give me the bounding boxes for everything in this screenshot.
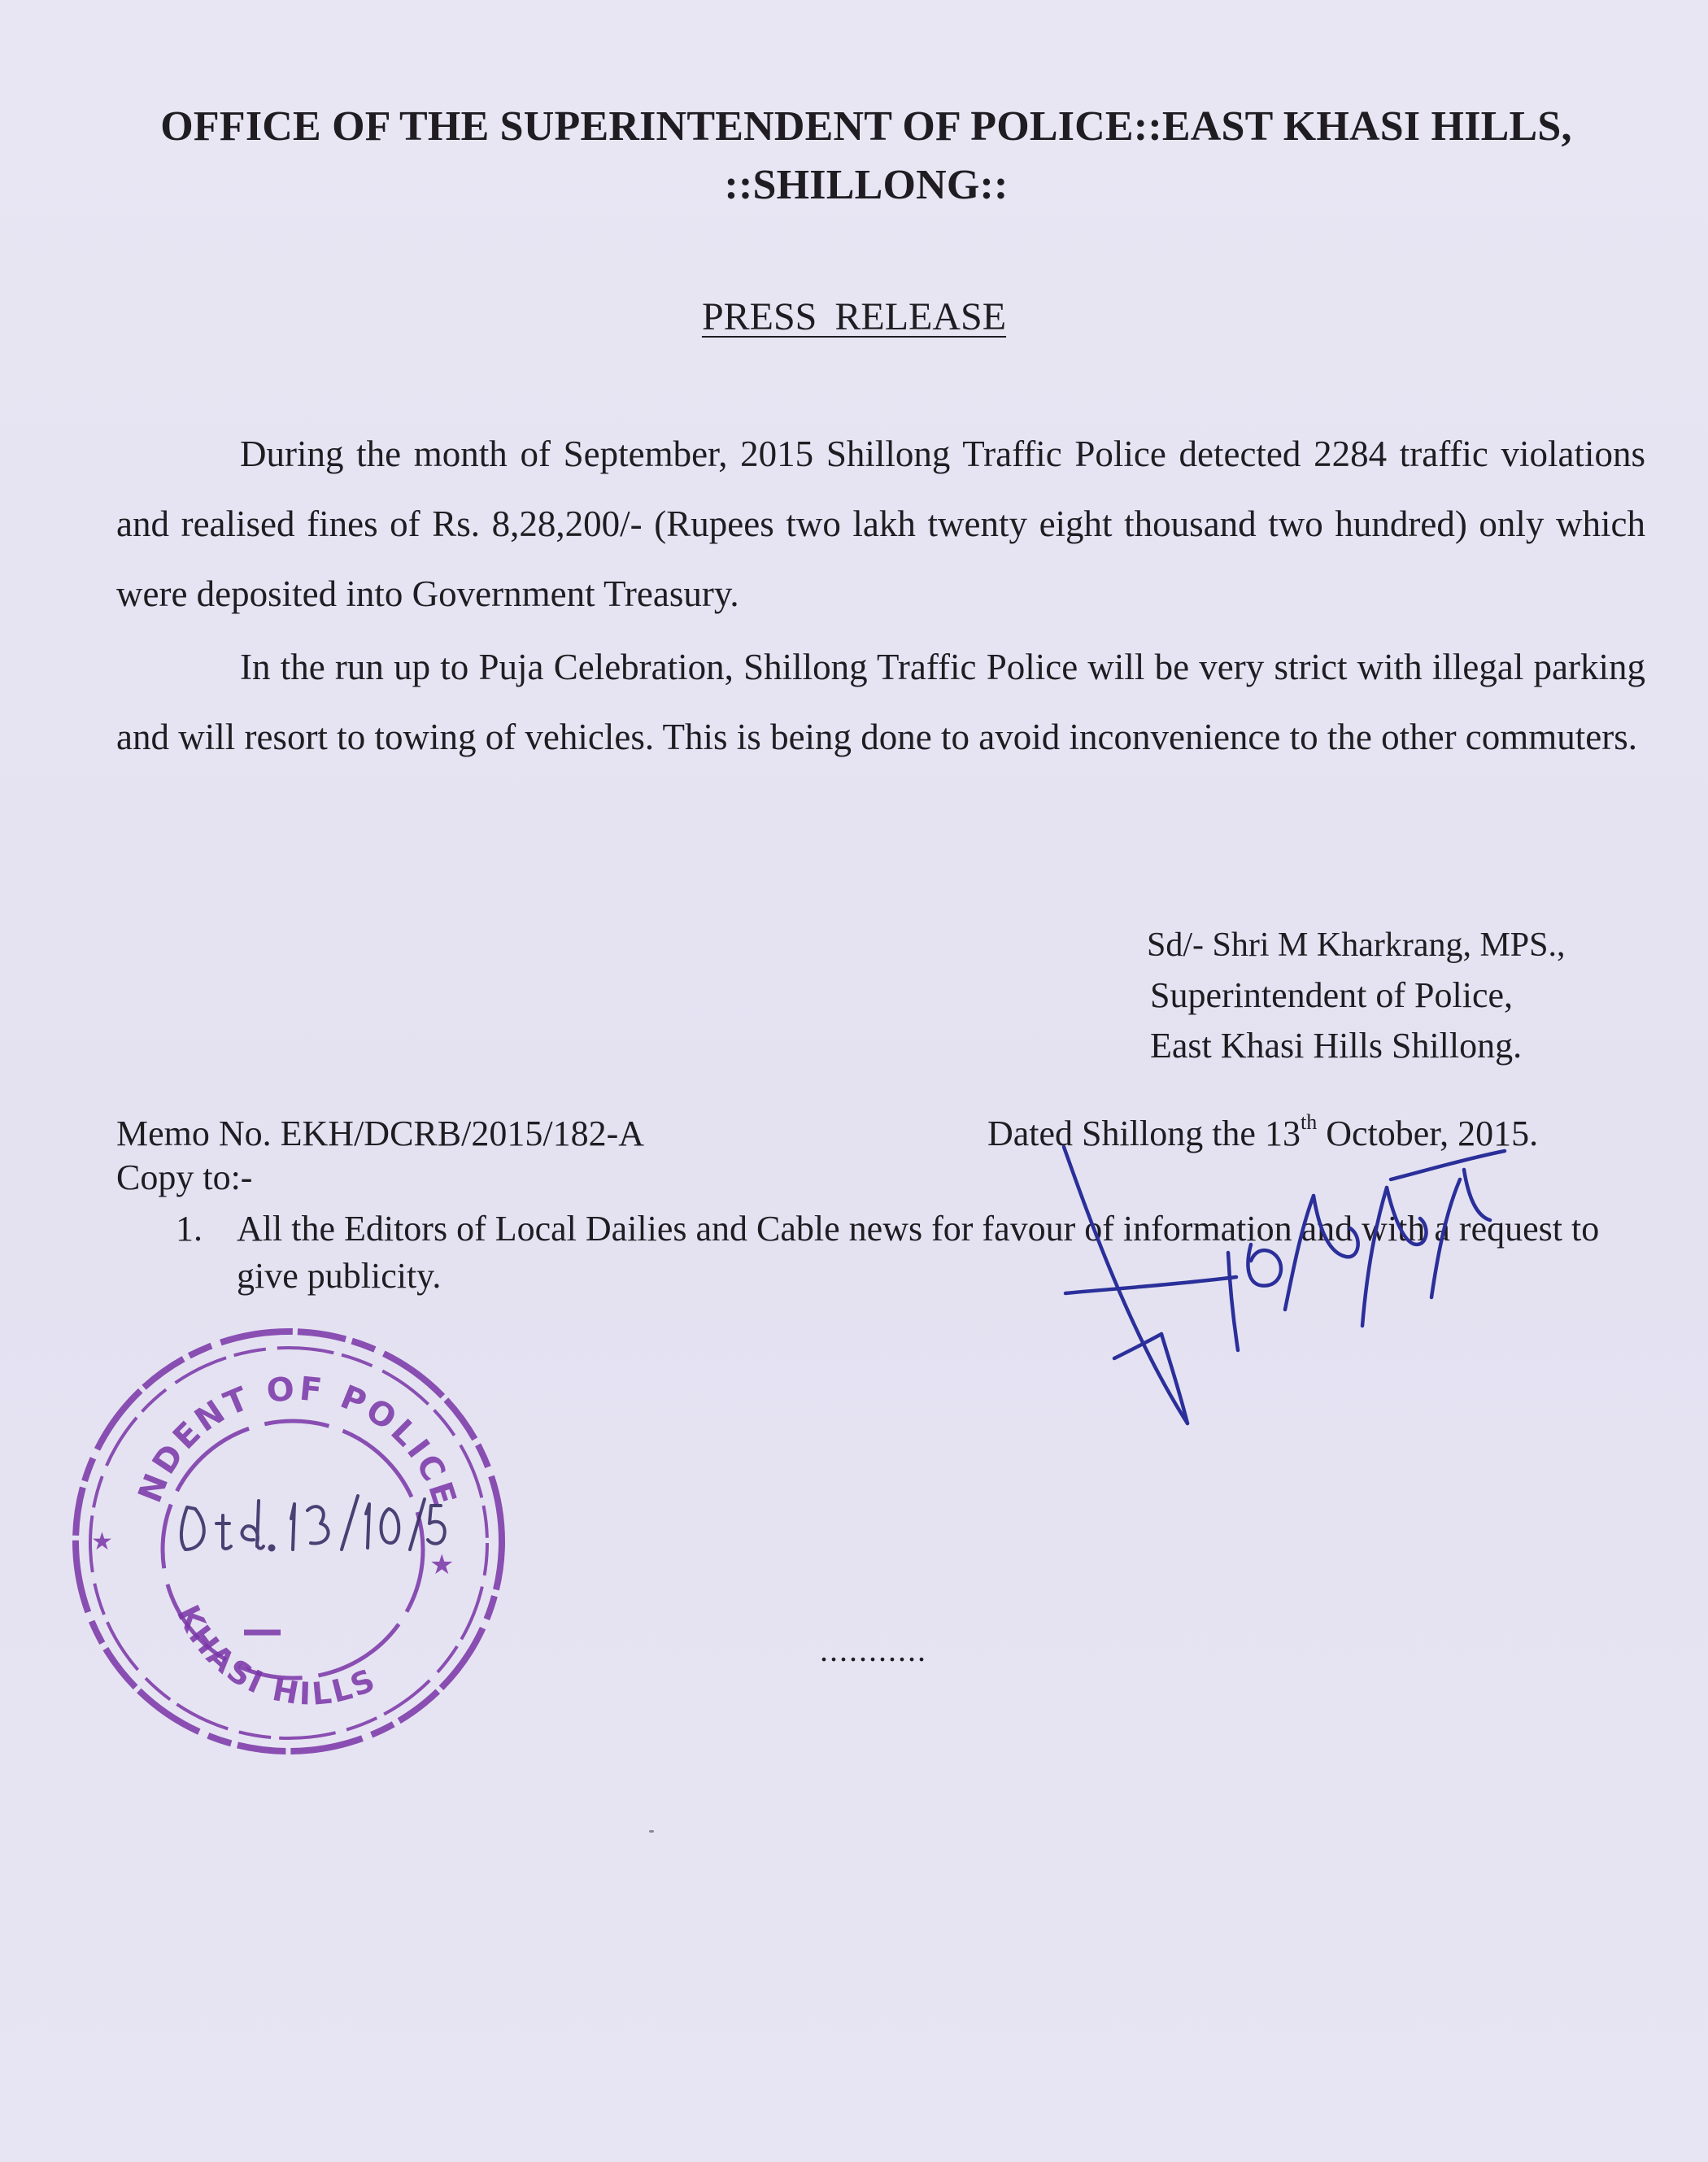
copy-to-item-text: All the Editors of Local Dailies and Cable news for favour of information and with a request to give publicity. bbox=[237, 1209, 1600, 1296]
body-paragraph-2: In the run up to Puja Celebration, Shillong Traffic Police will be very strict with illegal parking and will resort to towing of vehicles. This is being done to avoid inconvenience to the other commuters. bbox=[116, 647, 1645, 757]
end-mark: ........... bbox=[820, 1632, 927, 1668]
paper-speck bbox=[649, 1830, 654, 1833]
memo-number: Memo No. EKH/DCRB/2015/182-A bbox=[116, 1114, 644, 1153]
copy-to-item-number: 1. bbox=[176, 1209, 203, 1249]
header-line-2: ::SHILLONG:: bbox=[724, 162, 1009, 208]
signatory-title: Superintendent of Police, bbox=[1150, 975, 1514, 1015]
memo-date-prefix: Dated Shillong the 13 bbox=[987, 1114, 1301, 1153]
memo-date-ordinal: th bbox=[1300, 1110, 1318, 1134]
signatory-location: East Khasi Hills Shillong. bbox=[1150, 1026, 1523, 1066]
stamp-top-text: NDENT OF POLICE bbox=[131, 1370, 464, 1514]
signatory-block-top bbox=[1147, 920, 1566, 1071]
stamp-bottom-text: KHASI HILLS bbox=[169, 1599, 382, 1712]
document-title bbox=[0, 294, 1708, 339]
press-release-title: PRESS RELEASE bbox=[701, 295, 1007, 338]
memo-date-suffix: October, 2015. bbox=[1317, 1114, 1539, 1153]
copy-to-label: Copy to:- bbox=[116, 1157, 253, 1197]
signatory-name: Sd/- Shri M Kharkrang, MPS., bbox=[1147, 926, 1566, 964]
body-paragraph-1: During the month of September, 2015 Shillong Traffic Police detected 2284 traffic violations and realised fines of Rs. 8,28,200/- (Rupees two lakh twenty eight thousand two hundred) only which were deposited into Government Treasury. bbox=[116, 434, 1645, 614]
svg-text:★: ★ bbox=[91, 1528, 113, 1556]
svg-text:★: ★ bbox=[429, 1549, 455, 1581]
handwritten-signature bbox=[1041, 1122, 1529, 1440]
official-stamp bbox=[49, 1305, 537, 1785]
header-line-1: OFFICE OF THE SUPERINTENDENT OF POLICE::EAST KHASI HILLS, bbox=[160, 103, 1572, 150]
svg-text:KHASI HILLS bbox=[170, 1600, 382, 1712]
office-header bbox=[122, 98, 1610, 215]
